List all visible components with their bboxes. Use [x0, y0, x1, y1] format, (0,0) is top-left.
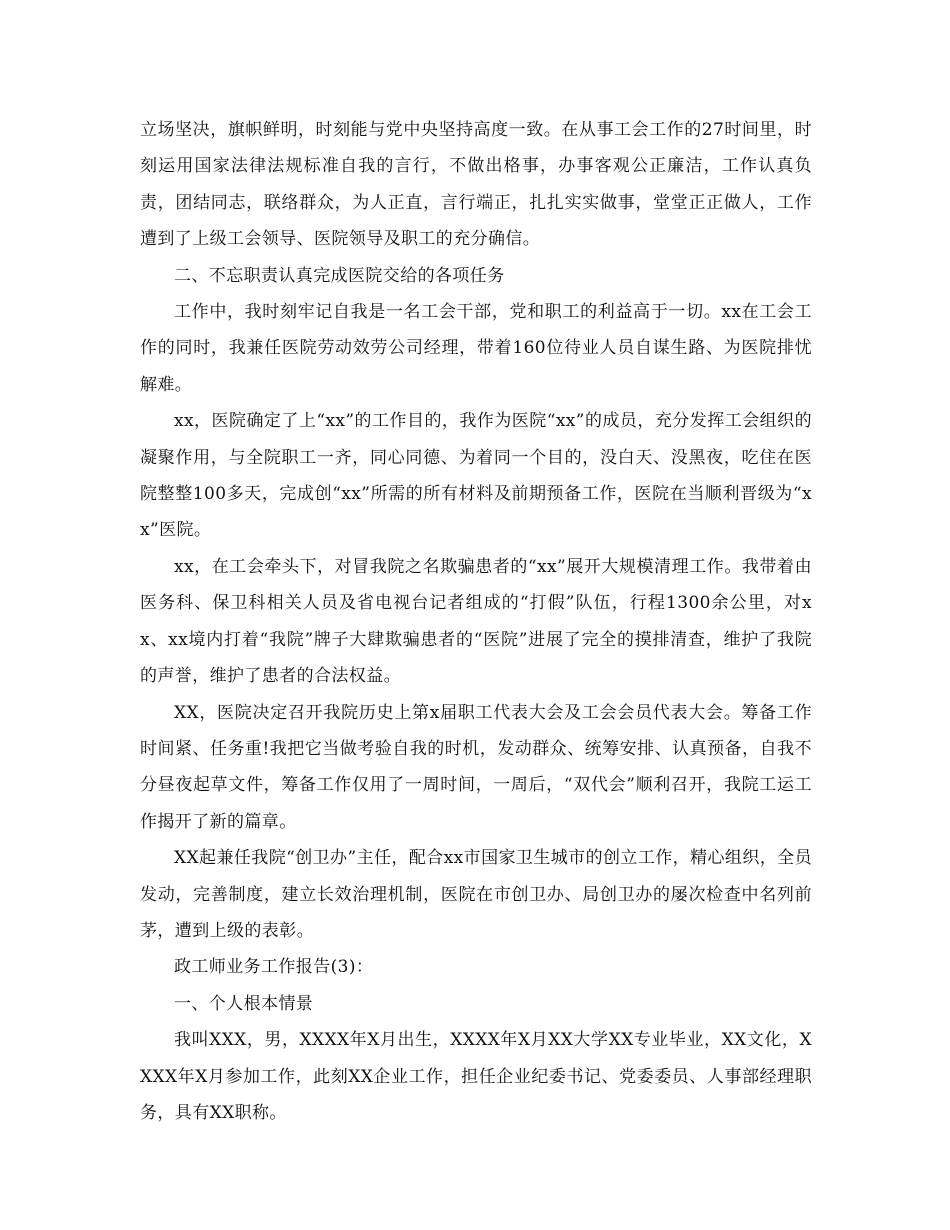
- section-heading-2: 二、不忘职责认真完成医院交给的各项任务: [174, 265, 505, 286]
- paragraph: XX起兼任我院“创卫办”主任，配合xx市国家卫生城市的创立工作，精心组织，全员发动，完善制度，建立长效治理机制，医院在市创卫办、局创卫办的屡次检查中名列前茅，遭到上级的表彰。: [140, 848, 812, 941]
- paragraph: 工作中，我时刻牢记自我是一名工会干部，党和职工的利益高于一切。xx在工会工作的同时，我兼任医院劳动效劳公司经理，带着160位待业人员自谋生路、为医院排忧解难。: [140, 302, 812, 395]
- paragraph: xx，医院确定了上“xx”的工作目的，我作为医院“xx”的成员，充分发挥工会组织的凝聚作用，与全院职工一齐，同心同德、为着同一个目的，没白天、没黑夜，吃住在医院整整100多天，完成创“xx”所需的所有材料及前期预备工作，医院在当顺利晋级为“xx”医院。: [140, 411, 812, 541]
- paragraph: XX，医院决定召开我院历史上第x届职工代表大会及工会会员代表大会。筹备工作时间紧、任务重!我把它当做考验自我的时机，发动群众、统筹安排、认真预备，自我不分昼夜起草文件，筹备工作仅用了一周时间，一周后，“双代会”顺利召开，我院工运工作揭开了新的篇章。: [140, 702, 812, 832]
- paragraph: 我叫XXX，男，XXXX年X月出生，XXXX年X月XX大学XX专业毕业，XX文化，XXXX年X月参加工作，此刻XX企业工作，担任企业纪委书记、党委委员、人事部经理职务，具有XX职称。: [140, 1030, 812, 1123]
- report-title: 政工师业务工作报告(3)：: [174, 957, 374, 978]
- paragraph: xx，在工会牵头下，对冒我院之名欺骗患者的“xx”展开大规模清理工作。我带着由医务科、保卫科相关人员及省电视台记者组成的“打假”队伍，行程1300余公里，对xx、xx境内打着“我院”牌子大肆欺骗患者的“医院”进展了完全的摸排清查，维护了我院的声誉，维护了患者的合法权益。: [140, 556, 812, 687]
- section-heading-1: 一、个人根本情景: [174, 993, 314, 1014]
- document-page: [140, 112, 812, 1131]
- paragraph-continuation: 立场坚决，旗帜鲜明，时刻能与党中央坚持高度一致。在从事工会工作的27时间里，时刻运用国家法律法规标准自我的言行，不做出格事，办事客观公正廉洁，工作认真负责，团结同志，联络群众，为人正直，言行端正，扎扎实实做事，堂堂正正做人，工作遭到了上级工会领导、医院领导及职工的充分确信。: [140, 120, 812, 250]
